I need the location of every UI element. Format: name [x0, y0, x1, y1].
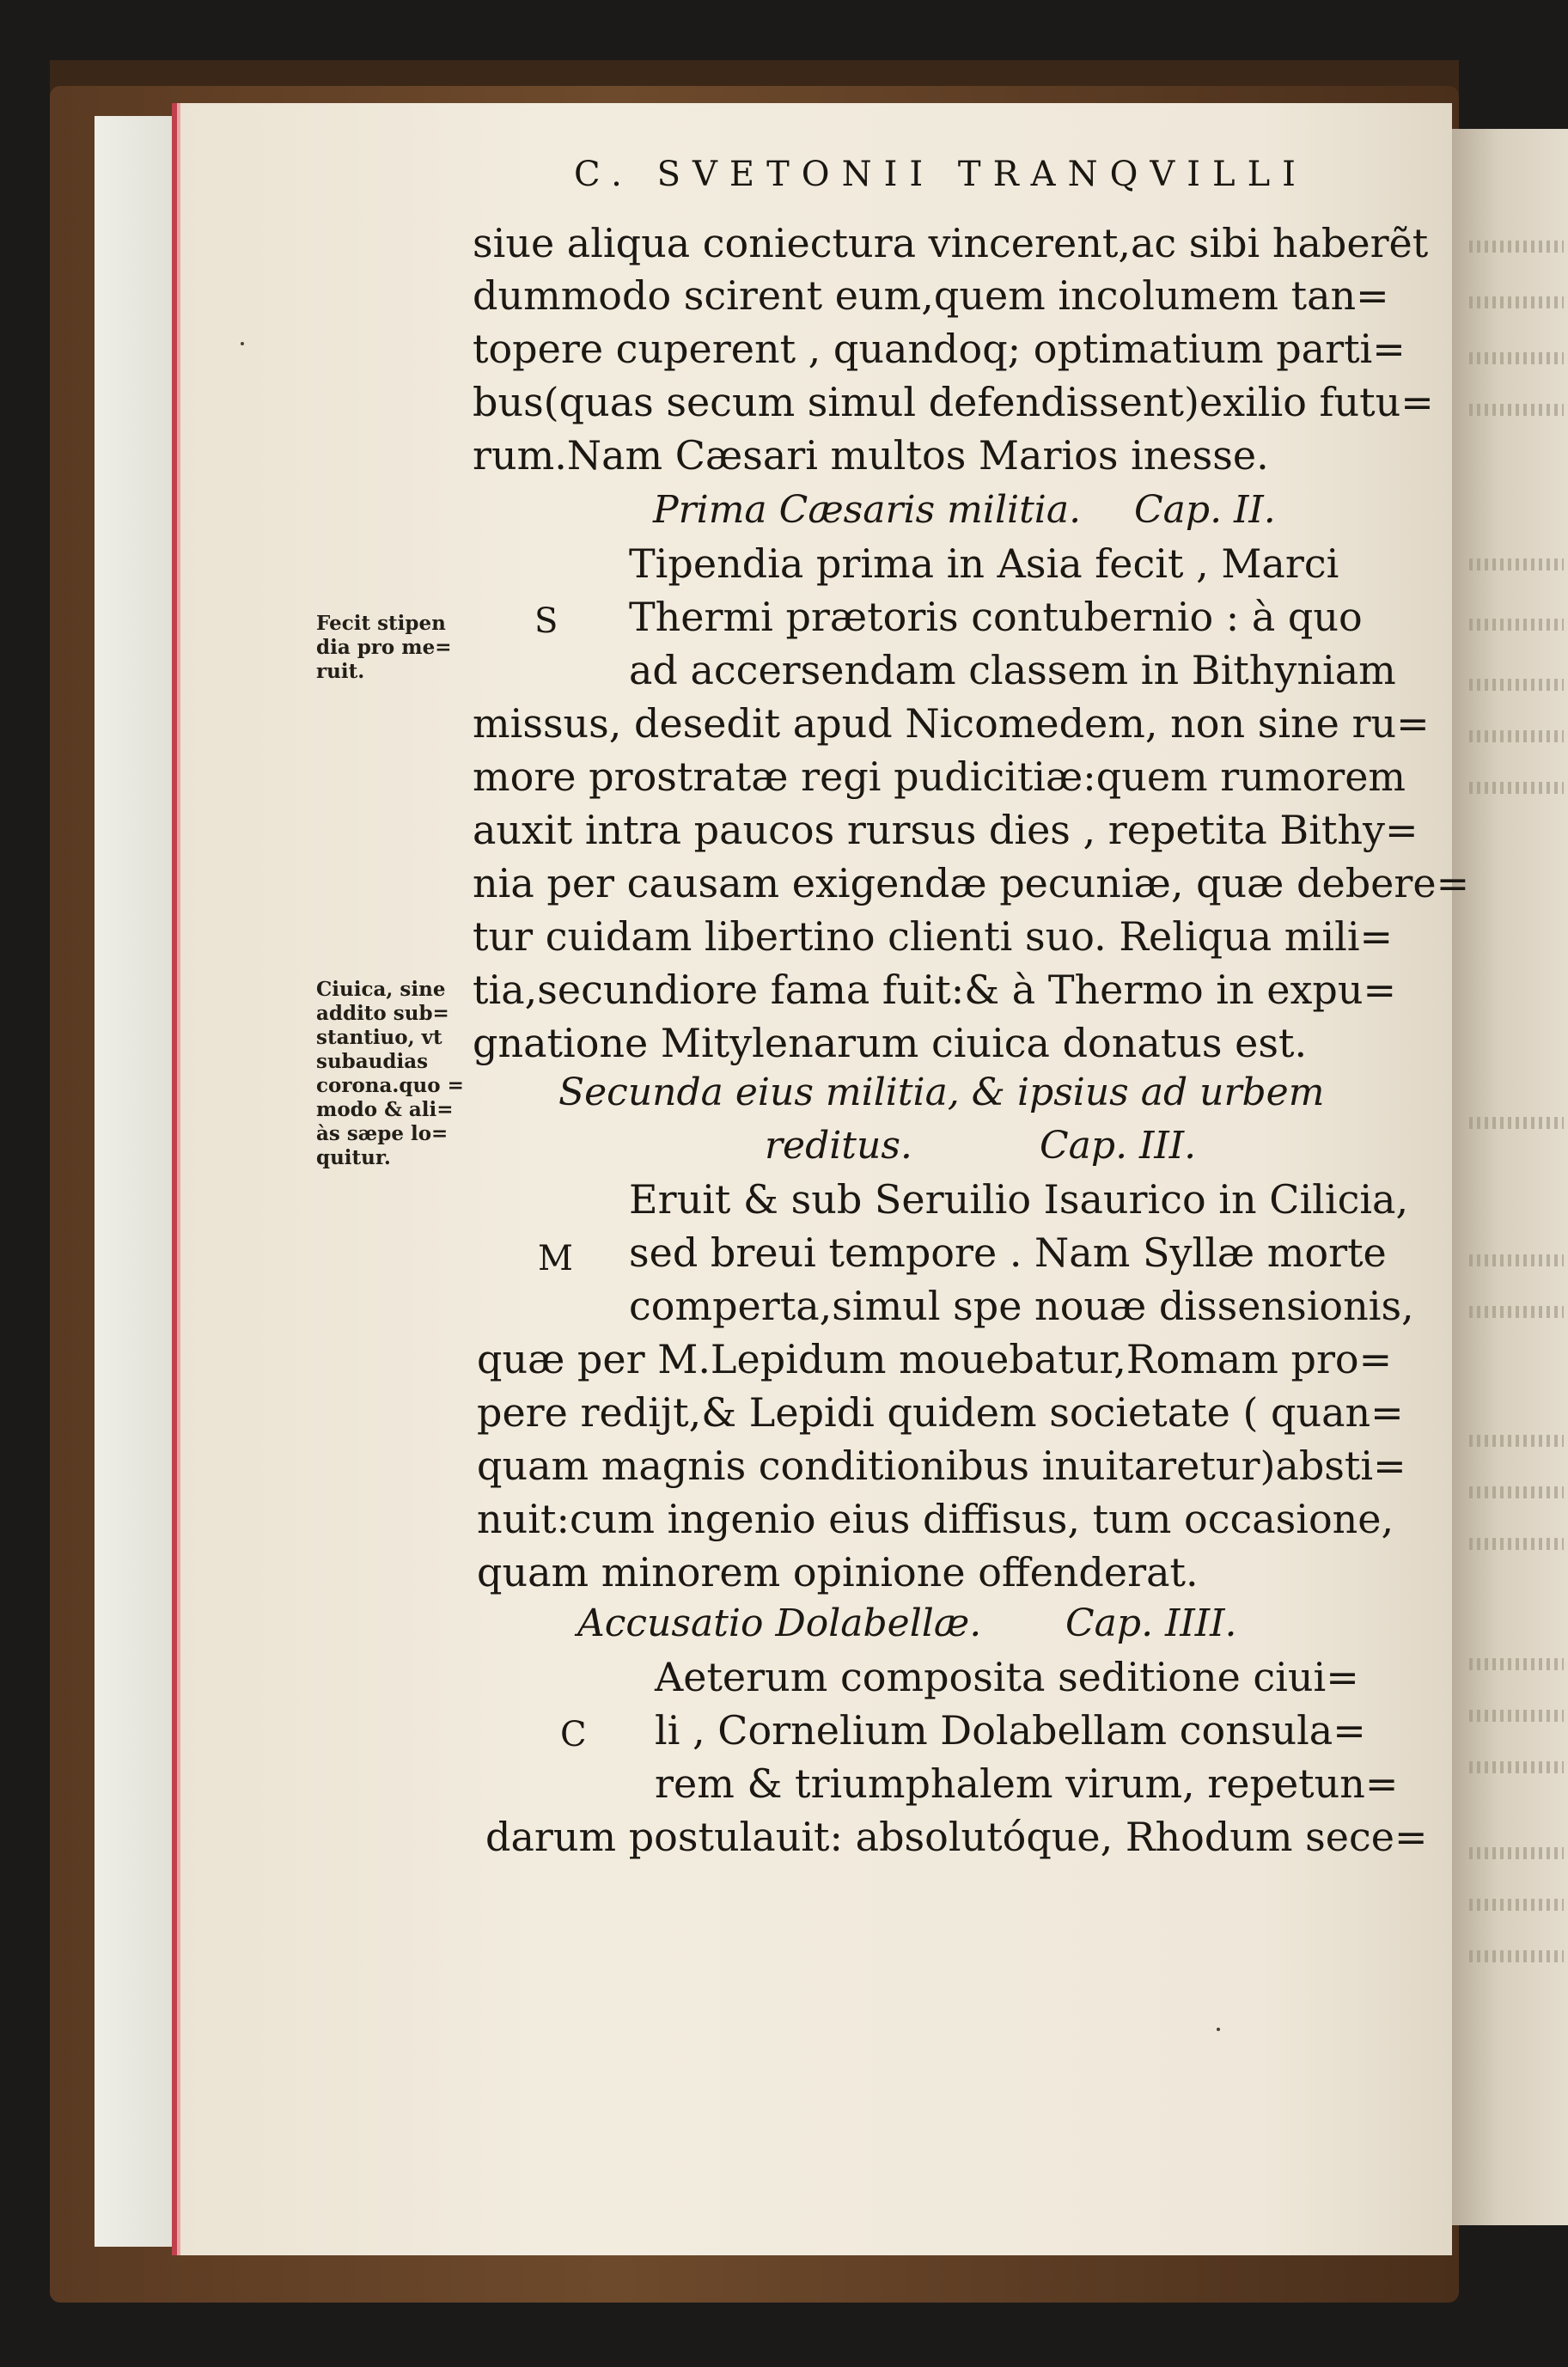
text-line: nuit:cum ingenio eius diffisus, tum occasione, — [477, 1496, 1394, 1542]
paper-speck — [241, 342, 244, 345]
marginal-note-line: dia pro me= — [316, 636, 452, 659]
text-line: quæ per M.Lepidum mouebatur,Romam pro= — [477, 1336, 1393, 1382]
paper-speck — [1217, 2028, 1220, 2031]
text-line: auxit intra paucos rursus dies , repetita Bithy= — [473, 807, 1419, 853]
text-line: missus, desedit apud Nicomedem, non sine ru= — [473, 700, 1430, 747]
marginal-note-line: quitur. — [316, 1146, 391, 1169]
chapter-title-continued: reditus. — [765, 1124, 912, 1168]
running-head: C. SVETONII TRANQVILLI — [574, 155, 1308, 194]
text-line: tur cuidam libertino clienti suo. Reliqua mili= — [473, 913, 1394, 960]
text-line: darum postulauit: absolutóque, Rhodum sece= — [485, 1814, 1428, 1860]
text-line: quam magnis conditionibus inuitaretur)absti= — [477, 1443, 1406, 1489]
marginal-note-line: Fecit stipen — [316, 612, 446, 635]
marginal-note-line: às sæpe lo= — [316, 1122, 448, 1145]
guide-letter: C — [560, 1715, 587, 1754]
marginal-note — [316, 612, 488, 684]
text-line: ad accersendam classem in Bithyniam — [629, 647, 1396, 693]
text-line: more prostratæ regi pudicitiæ:quem rumorem — [473, 753, 1406, 800]
chapter-title: Accusatio Dolabellæ. — [577, 1601, 982, 1645]
marginal-note-line: ruit. — [316, 660, 365, 683]
text-line: bus(quas secum simul defendissent)exilio futu= — [473, 379, 1434, 425]
marginal-note-line: corona.quo = — [316, 1074, 464, 1097]
text-line: nia per causam exigendæ pecuniæ, quæ debere= — [473, 860, 1470, 906]
text-line: tia,secundiore fama fuit:& à Thermo in expu= — [473, 967, 1397, 1013]
chapter-title: Prima Cæsaris militia. — [653, 488, 1082, 532]
text-line: sed breui tempore . Nam Syllæ morte — [629, 1229, 1387, 1276]
text-line: rem & triumphalem virum, repetun= — [655, 1760, 1399, 1807]
guide-letter: M — [538, 1239, 573, 1278]
chapter-number: Cap. III. — [1040, 1124, 1197, 1168]
text-line: rum.Nam Cæsari multos Marios inesse. — [473, 432, 1269, 479]
marginal-note-line: addito sub= — [316, 1002, 449, 1025]
marginal-note-line: Ciuica, sine — [316, 978, 446, 1001]
chapter-number: Cap. II. — [1134, 488, 1276, 532]
text-line: li , Cornelium Dolabellam consula= — [655, 1707, 1366, 1754]
text-line: Eruit & sub Seruilio Isaurico in Cilicia, — [629, 1176, 1409, 1223]
marginal-note-line: subaudias — [316, 1050, 429, 1073]
marginal-note — [316, 978, 488, 1170]
text-line: Aeterum composita seditione ciui= — [655, 1654, 1359, 1700]
text-line: comperta,simul spe nouæ dissensionis, — [629, 1283, 1414, 1329]
text-line: Thermi prætoris contubernio : à quo — [629, 594, 1363, 640]
text-line: pere rediјt,& Lepidi quidem societate ( quan= — [477, 1389, 1404, 1436]
chapter-title: Secunda eius militia, & ipsius ad urbem — [558, 1071, 1325, 1114]
text-line: topere cuperent , quandoq; optimatium parti= — [473, 326, 1406, 372]
guide-letter: S — [534, 601, 558, 641]
text-line: gnatione Mitylenarum ciuica donatus est. — [473, 1020, 1308, 1066]
text-line: Tipendia prima in Asia fecit , Marci — [629, 540, 1339, 587]
pastedown-leaf — [95, 116, 172, 2247]
facing-page-edge — [1452, 129, 1568, 2225]
marginal-note-line: modo & ali= — [316, 1098, 454, 1121]
marginal-note-line: stantiuo, vt — [316, 1026, 442, 1049]
chapter-number: Cap. IIII. — [1065, 1601, 1237, 1645]
text-line: dummodo scirent eum,quem incolumem tan= — [473, 272, 1389, 319]
text-line: quam minorem opinione offenderat. — [477, 1549, 1199, 1595]
text-line: siue aliqua coniectura vincerent,ac sibi haberẽt — [473, 220, 1429, 266]
